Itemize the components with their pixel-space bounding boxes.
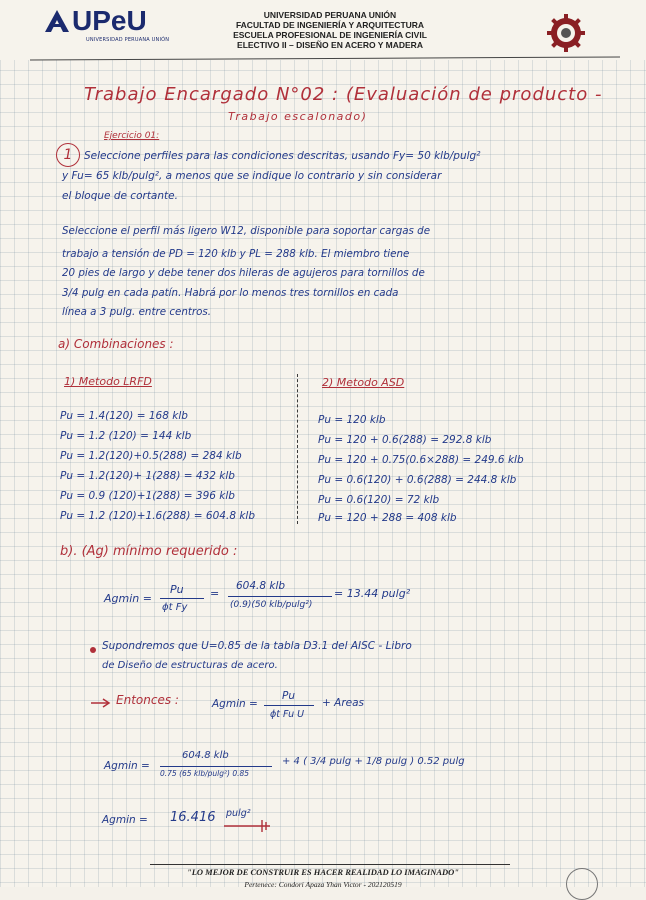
eq1-numerator-value: 604.8 klb [236, 580, 286, 592]
eq1-denominator: ϕt Fy [162, 602, 188, 613]
eq1-result: = 13.44 pulg² [334, 587, 411, 600]
asd-row: Pu = 120 + 0.75(0.6×288) = 249.6 klb [318, 454, 524, 466]
assumption-line: Supondremos que U=0.85 de la tabla D3.1 del AISC - Libro [102, 640, 412, 652]
institution-line: ELECTIVO II – DISEÑO EN ACERO Y MADERA [237, 40, 423, 50]
arrow-right-icon [90, 698, 112, 708]
result-underline-mark [222, 818, 274, 834]
asd-row: Pu = 0.6(120) + 0.6(288) = 244.8 klb [318, 474, 517, 486]
eq2-lhs: Agmin = [212, 698, 258, 710]
footer-rule [150, 864, 510, 865]
faculty-gear-seal-icon [546, 13, 586, 53]
section-b-heading: b). (Ag) mínimo requerido : [60, 544, 238, 559]
eq1-equals: = [210, 587, 220, 600]
eq3-denominator: 0.75 (65 klb/pulg²) 0.85 [160, 769, 250, 778]
footer-motto: "LO MEJOR DE CONSTRUIR ES HACER REALIDAD LO IMAGINADO" [186, 867, 460, 877]
lrfd-row: Pu = 1.2 (120)+1.6(288) = 604.8 klb [60, 510, 255, 522]
eq4-value: 16.416 [170, 810, 216, 825]
eq4-unit: pulg² [226, 808, 251, 819]
then-label: Entonces : [116, 693, 179, 707]
asd-row: Pu = 120 klb [318, 414, 386, 426]
eq3-numerator: 604.8 klb [182, 750, 229, 761]
eq4-lhs: Agmin = [102, 814, 148, 826]
intro-line: el bloque de cortante. [62, 190, 178, 202]
asd-row: Pu = 0.6(120) = 72 klb [318, 494, 440, 506]
institution-line: FACULTAD DE INGENIERÍA Y ARQUITECTURA [235, 20, 425, 30]
exercise-label: Ejercicio 01: [104, 131, 160, 141]
eq2-numerator: Pu [282, 690, 295, 702]
eq1-denominator-value: (0.9)(50 klb/pulg²) [230, 600, 313, 610]
eq1-fraction-bar-2 [228, 596, 332, 597]
lrfd-row: Pu = 1.2(120)+ 1(288) = 432 klb [60, 470, 235, 482]
eq3-tail: + 4 ( 3/4 pulg + 1/8 pulg ) 0.52 pulg [282, 756, 465, 767]
upeu-logo [44, 5, 147, 36]
bullet-icon [90, 647, 96, 653]
eq1-fraction-bar [160, 598, 204, 599]
institution-line: UNIVERSIDAD PERUANA UNIÓN [263, 10, 397, 20]
footer-owner: Pertenece: Condori Apaza Yhan Victor - 202120519 [244, 880, 402, 889]
eq3-fraction-bar [160, 766, 272, 767]
exercise-number: 1 [56, 143, 80, 167]
problem-line: Seleccione el perfil más ligero W12, disponible para soportar cargas de [62, 225, 431, 237]
institution-line: ESCUELA PROFESIONAL DE INGENIERÍA CIVIL [233, 30, 427, 40]
asd-heading: 2) Metodo ASD [322, 376, 405, 389]
assumption-line-2: de Diseño de estructuras de acero. [102, 660, 278, 671]
eq2-tail: + Areas [322, 697, 364, 709]
eq1-lhs: Agmin = [104, 592, 152, 605]
eq2-fraction-bar [264, 705, 314, 706]
intro-line: Seleccione perfiles para las condiciones descritas, usando Fy= 50 klb/pulg² [84, 150, 481, 162]
page-title-continued: Trabajo escalonado) [228, 110, 368, 123]
lrfd-heading: 1) Metodo LRFD [64, 375, 152, 388]
intro-line: y Fu= 65 klb/pulg², a menos que se indique lo contrario y sin considerar [62, 170, 442, 182]
institution-block [200, 10, 460, 50]
eq2-denominator: ϕt Fu U [270, 709, 305, 720]
eq1-numerator: Pu [170, 583, 184, 596]
column-divider [297, 374, 298, 524]
logo-subtitle: UNIVERSIDAD PERUANA UNIÓN [86, 37, 170, 43]
problem-line: línea a 3 pulg. entre centros. [62, 306, 212, 318]
section-a-heading: a) Combinaciones : [58, 337, 174, 351]
problem-line: trabajo a tensión de PD = 120 klb y PL = 288 klb. El miembro tiene [62, 248, 410, 260]
problem-line: 20 pies de largo y debe tener dos hileras de agujeros para tornillos de [62, 267, 425, 279]
lrfd-row: Pu = 1.4(120) = 168 klb [60, 410, 188, 422]
asd-row: Pu = 120 + 0.6(288) = 292.8 klb [318, 434, 492, 446]
lrfd-row: Pu = 0.9 (120)+1(288) = 396 klb [60, 490, 235, 502]
problem-line: 3/4 pulg en cada patín. Habrá por lo menos tres tornillos en cada [62, 287, 399, 299]
page-corner-stamp [566, 868, 598, 900]
lrfd-row: Pu = 1.2(120)+0.5(288) = 284 klb [60, 450, 242, 462]
page-title: Trabajo Encargado N°02 : (Evaluación de producto - [84, 84, 603, 105]
eq3-lhs: Agmin = [104, 760, 150, 772]
upeu-a-icon [44, 9, 70, 33]
asd-row: Pu = 120 + 288 = 408 klb [318, 512, 457, 524]
logo-text: UPeU [72, 5, 147, 36]
lrfd-row: Pu = 1.2 (120) = 144 klb [60, 430, 192, 442]
